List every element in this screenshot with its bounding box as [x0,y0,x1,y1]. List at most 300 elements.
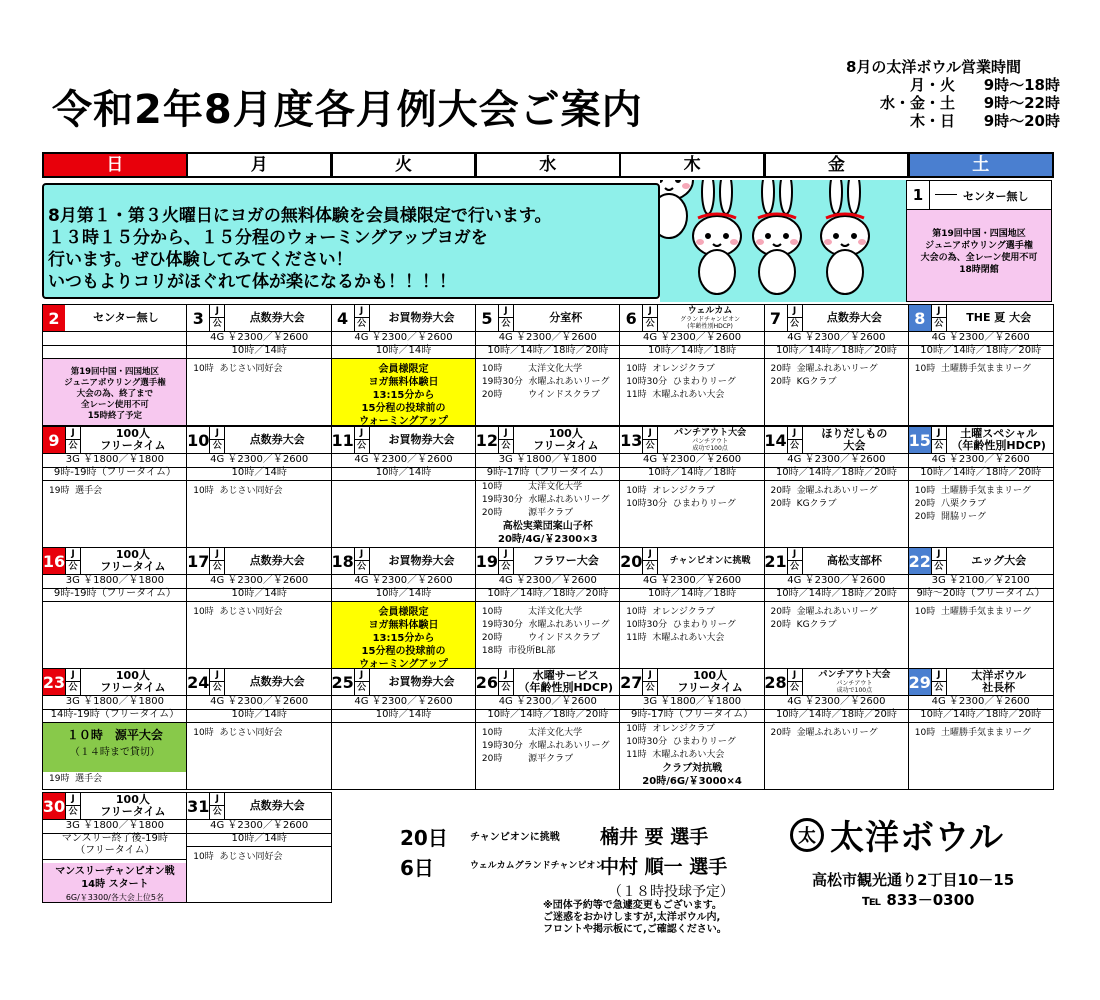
day-number: 12 [475,430,499,450]
event-title: フラワー大会 [532,554,599,567]
game-price: 4G ￥2300／￥2600 [909,695,1053,710]
challenge-note: （１８時投球予定） [608,884,734,900]
j-mark: J [66,427,80,440]
game-price: 3G ￥1800／￥1800 [620,695,764,710]
day-cell [619,547,765,669]
day-cell [475,547,621,669]
schedule-line: 10時30分 ひまわりリーグ [626,737,736,747]
green-sub: （１４時まで貸切） [69,747,160,758]
schedule [765,602,909,668]
day-event [225,548,329,574]
hours-days: 水・金・土 [879,94,955,112]
day-event [658,305,762,331]
ko-mark: 公 [68,683,78,693]
schedule [187,723,331,789]
schedule-line: 10時30分 ひまわりリーグ [626,620,736,630]
day-cell [42,668,188,790]
schedule-line: 11時 木曜ふれあい大会 [626,750,725,760]
schedule-line: 10時 土曜勝手気ままリーグ [914,728,1031,738]
ko-mark: 公 [68,807,78,817]
event-title: 点数券大会 [249,675,305,688]
schedule-line: 19時 選手会 [49,486,103,496]
j-mark: J [643,669,657,682]
j-mark: J [66,669,80,682]
day-cell [331,668,477,790]
ko-mark: 公 [501,441,511,451]
day-event [225,305,329,331]
hours-time: 9時～18時 [983,76,1060,94]
day-event [225,427,329,453]
schedule [187,481,331,547]
event-title: 水曜サービス [532,669,599,682]
j-ko-marker [787,548,803,574]
day-number: 17 [187,551,210,571]
day-number: 11 [331,430,354,450]
day-event [81,427,185,453]
ko-mark: 公 [212,441,222,451]
schedule-line: 20時 ウインドスクラブ [481,390,600,400]
schedule-line: 20時 KGクラブ [770,377,837,387]
event-note: パンチアウト [836,680,873,687]
start-times: 10時／14時 [332,345,476,359]
genpei-tournament-box [43,723,187,772]
j-mark: J [355,669,369,682]
game-price [43,331,187,346]
day-event [658,669,762,695]
j-mark: J [355,427,369,440]
event-title: エッグ大会 [971,554,1027,567]
ko-mark: 公 [645,319,655,329]
j-mark: J [210,427,224,440]
day-number: 21 [764,551,787,571]
game-price: 4G ￥2300／￥2600 [909,331,1053,346]
game-price: 4G ￥2300／￥2600 [187,695,331,710]
schedule [476,359,620,425]
schedule [187,602,331,668]
note-line: ジュニアボウリング選手権 [925,241,1033,251]
notice-line: ジュニアボウリング選手権 [64,378,166,388]
game-price: 4G ￥2300／￥2600 [620,453,764,468]
schedule [765,723,909,789]
day-cell [475,304,621,426]
schedule [765,481,909,547]
schedule-line: 10時 オレンジクラブ [626,364,715,374]
day-number: 26 [475,672,499,692]
schedule-line: 10時 オレンジクラブ [626,724,715,734]
day-number: 15 [909,427,931,453]
schedule-line: 19時30分 水曜ふれあいリーグ [481,377,610,387]
day-event [947,669,1051,695]
start-times: 10時／14時 [332,588,476,602]
notice-line: 13:15分から [372,633,435,644]
ko-mark: 公 [68,441,78,451]
event-title: 100人 [693,669,728,682]
ko-mark: 公 [645,683,655,693]
schedule-line: 20時 八栗クラブ [914,499,986,509]
day-cell [619,304,765,426]
start-times: 10時／14時 [187,833,331,847]
schedule [909,723,1053,789]
start-times: 9時-17時（フリータイム） [620,709,764,723]
schedule-line: 10時30分 ひまわりリーグ [626,499,736,509]
day-event [947,305,1051,331]
schedule [909,359,1053,425]
day-cell [186,792,332,903]
j-ko-marker [354,427,370,453]
note-line: 大会の為、全レーン使用不可 [920,253,1038,263]
j-ko-marker [642,669,658,695]
event-title: 点数券大会 [249,311,305,324]
schedule-line: 10時 太洋文化大学 [481,364,583,374]
day-event [370,669,474,695]
start-times: 10時／14時／18時 [620,467,764,481]
j-mark: J [210,305,224,318]
start-times: 10時／14時 [187,588,331,602]
schedule-line: 11時 木曜ふれあい大会 [626,633,725,643]
event-title: センター無し [93,311,159,324]
start-times-2: （フリータイム） [75,845,155,856]
start-times: 9時-17時（フリータイム） [476,467,620,481]
day-number: 7 [769,308,782,328]
j-mark: J [932,548,946,561]
ko-mark: 公 [789,441,799,451]
hours-days: 月・火 [909,76,955,94]
notice-line: ウォーミングアップ [359,659,448,669]
notice-line: マンスリーチャンピオン戦 [55,866,175,877]
day-cell [331,426,477,548]
day-event [370,305,474,331]
event-title: 点数券大会 [249,433,305,446]
ko-mark: 公 [212,319,222,329]
game-price: 4G ￥2300／￥2600 [620,331,764,346]
business-hours [840,58,1060,130]
day-cell [42,426,188,548]
event-title: 土曜スペシャル [960,427,1038,440]
weekday-4: 木 [619,152,765,178]
day-cell [908,547,1054,669]
event-title: パンチアウト大会 [818,670,891,680]
event-note: (年齢性別HDCP) [687,323,733,330]
ko-mark: 公 [789,683,799,693]
day-number: 4 [337,308,349,328]
j-ko-marker [642,305,658,331]
special-event: 20時/4G/￥2300×3 [498,534,598,545]
monthly-champion-box [43,863,187,902]
special-event: 20時/6G/￥3000×4 [642,776,742,787]
schedule [765,359,909,425]
day-cell-1 [906,180,1052,302]
start-times: 10時／14時 [187,467,331,481]
day-cell [186,668,332,790]
ko-mark: 公 [212,562,222,572]
start-times: 10時／14時 [187,345,331,359]
day-number: 30 [43,793,65,819]
j-ko-marker [787,427,803,453]
game-price: 4G ￥2300／￥2600 [332,695,476,710]
schedule-line: 20時 ウインドスクラブ [481,633,600,643]
schedule-line: 10時 あじさい同好会 [193,728,283,738]
game-price: 4G ￥2300／￥2600 [765,574,909,589]
start-times: 10時／14時 [332,467,476,481]
notice-line: 15時終了予定 [87,411,143,421]
schedule-line: 20時 金曜ふれあいリーグ [770,728,878,738]
game-price: 4G ￥2300／￥2600 [476,695,620,710]
j-mark: J [355,305,369,318]
j-ko-marker [354,669,370,695]
j-ko-marker [931,427,947,453]
challenge-day: 20日 [400,826,448,850]
game-price: 4G ￥2300／￥2600 [765,331,909,346]
j-mark: J [355,548,369,561]
schedule [909,481,1053,547]
j-ko-marker [498,669,514,695]
banner-line: いつもよりコリがほぐれて体が楽になるかも！！！！ [48,272,456,292]
event-title: チャンピオンに挑戦 [669,556,751,566]
event-title: ほりだしもの [821,427,888,440]
start-times: 10時／14時／18時／20時 [476,709,620,723]
j-ko-marker [931,305,947,331]
day-event [803,548,907,574]
schedule-line: 19時30分 水曜ふれあいリーグ [481,495,610,505]
day-event [947,548,1051,574]
day-cell [42,792,188,903]
j-ko-marker [931,669,947,695]
ko-mark: 公 [934,683,944,693]
event-title: THE 夏 大会 [966,311,1032,324]
ko-mark: 公 [212,807,222,817]
day-cell [475,426,621,548]
page-title: 令和2年8月度各月例大会ご案内 [52,87,643,133]
schedule-line: 10時 土曜勝手気ままリーグ [914,364,1031,374]
day-event [803,305,907,331]
start-times: 10時／14時／18時／20時 [909,345,1053,359]
notice-line: 会員様限定 [378,607,429,618]
day-number: 9 [43,427,65,453]
weekday-0: 日 [42,152,188,178]
day-event: センター無し [963,190,1029,203]
schedule-line: 18時 市役所BL部 [481,646,556,656]
j-ko-marker [65,548,81,574]
day-number: 20 [620,551,643,571]
special-event: クラブ対抗戦 [662,763,723,774]
event-subtitle: フリータイム [100,560,166,573]
j-mark: J [643,548,657,561]
schedule-line: 10時 あじさい同好会 [193,852,283,862]
event-note: パンチアウト [692,438,729,445]
notice-line: 第19回中国・四国地区 [70,367,160,377]
schedule-line: 20時 KGクラブ [770,499,837,509]
challenge-name: 楠井 要 選手 [600,826,709,848]
j-ko-marker [642,427,658,453]
schedule-line: 20時 KGクラブ [770,620,837,630]
game-price: 4G ￥2300／￥2600 [332,453,476,468]
day-cell [764,304,910,426]
day-cell [186,547,332,669]
schedule-line: 20時 源平クラブ [481,508,574,518]
day-cell [764,547,910,669]
notice-line: 15分程の投球前の [361,403,446,414]
day-number: 14 [764,430,787,450]
schedule-line: 10時 土曜勝手気ままリーグ [914,607,1031,617]
note-line: 18時閉館 [959,265,999,275]
j-mark: J [499,669,513,682]
bunny-illustration [660,180,906,302]
start-times [43,345,187,359]
day-number: 2 [43,305,65,331]
start-times: 10時／14時／18時 [620,588,764,602]
day-number: 19 [475,551,499,571]
day-cell [42,304,188,426]
event-title: お買物券大会 [388,311,455,324]
event-title: 点数券大会 [826,311,882,324]
j-ko-marker [498,305,514,331]
event-subtitle: フリータイム [533,439,599,452]
banner-line: 行います。ぜひ体験してみてください！ [48,250,353,270]
day-number: 27 [620,672,643,692]
event-subtitle: （年齢性別HDCP) [518,681,614,694]
schedule [332,723,476,789]
start-times: 10時／14時／18時／20時 [765,709,909,723]
day-event [947,427,1051,453]
notice-line: 全レーン使用不可 [80,400,149,410]
hours-time: 9時～22時 [983,94,1060,112]
telephone: ℡ 833－0300 [862,891,975,909]
day-event [370,548,474,574]
game-price: 4G ￥2300／￥2600 [765,453,909,468]
game-price: 4G ￥2300／￥2600 [187,331,331,346]
j-ko-marker [209,305,225,331]
j-ko-marker [931,548,947,574]
event-title: お買物券大会 [388,433,455,446]
game-price: 3G ￥1800／￥1800 [43,695,187,710]
day-number: 22 [909,548,931,574]
weekday-3: 水 [475,152,621,178]
day-number: 13 [620,430,643,450]
day-cell [619,668,765,790]
notice-line: ヨガ無料体験日 [368,377,439,388]
schedule-line: 20時 金曜ふれあいリーグ [770,486,878,496]
game-price: 4G ￥2300／￥2600 [620,574,764,589]
event-title: パンチアウト大会 [674,428,747,438]
j-mark: J [932,669,946,682]
ko-mark: 公 [501,319,511,329]
day-event [514,427,618,453]
schedule-line: 10時30分 ひまわりリーグ [626,377,736,387]
j-mark: J [932,427,946,440]
weekday-6: 土 [908,152,1054,178]
day-event [81,548,185,574]
ko-mark: 公 [357,562,367,572]
yoga-notice-box [332,359,476,425]
ko-mark: 公 [357,441,367,451]
j-mark: J [643,305,657,318]
schedule-line: 19時30分 水曜ふれあいリーグ [481,620,610,630]
event-title: お買物券大会 [388,554,455,567]
banner-line: 8月第１・第３火曜日にヨガの無料体験を会員様限定で行います。 [48,206,552,226]
start-times: 9時-19時（フリータイム） [43,467,187,481]
start-times: 10時／14時 [187,709,331,723]
ko-mark: 公 [357,683,367,693]
start-times: 10時／14時／18時 [620,345,764,359]
game-price: 4G ￥2300／￥2600 [187,574,331,589]
event-title: 高松支部杯 [826,554,882,567]
schedule [476,602,620,668]
event-note: 成功で100点 [836,687,873,694]
hours-time: 9時～20時 [983,112,1060,130]
game-price: 3G ￥1800／￥1800 [43,819,187,834]
event-subtitle: 大会 [843,439,866,452]
address: 高松市観光通り2丁目10－15 [812,871,1015,889]
event-title: 点数券大会 [249,554,305,567]
notice-line: ウォーミングアップ [359,416,448,426]
j-ko-marker [498,427,514,453]
day-number: 25 [331,672,354,692]
j-ko-marker [642,548,658,574]
schedule [620,602,764,668]
schedule [909,602,1053,668]
day-number: 8 [909,305,931,331]
game-price: 4G ￥2300／￥2600 [476,574,620,589]
schedule [43,602,187,668]
start-times: 10時／14時／18時／20時 [476,588,620,602]
notice-line: 大会の為、終了まで [76,389,154,399]
game-price: 4G ￥2300／￥2600 [765,695,909,710]
schedule-line: 10時 あじさい同好会 [193,364,283,374]
start-times: マンスリー終了後-19時 （フリータイム） [43,833,187,860]
day-event [225,669,329,695]
game-price: 4G ￥2300／￥2600 [332,574,476,589]
schedule [620,359,764,425]
note-line: ※団体予約等で急遽変更もございます。 [543,900,722,911]
day-cell [331,304,477,426]
day-cell [619,426,765,548]
schedule-line: 10時 あじさい同好会 [193,486,283,496]
challenge-day: 6日 [400,856,434,880]
schedule [620,723,764,789]
game-price: 3G ￥1800／￥1800 [43,453,187,468]
j-ko-marker [498,548,514,574]
day-note [907,209,1051,301]
day-event [514,548,618,574]
day-number: 6 [625,308,637,328]
weekday-5: 金 [764,152,910,178]
event-title: ウェルカム [687,306,733,316]
note-line: 第19回中国・四国地区 [932,229,1026,239]
day-number: 16 [43,548,65,574]
day-cell [764,668,910,790]
j-ko-marker [209,669,225,695]
j-ko-marker [65,793,81,819]
day-event [81,669,185,695]
notice-line: 会員様限定 [378,364,429,375]
day-event [514,305,618,331]
ko-mark: 公 [501,562,511,572]
day-number: 24 [187,672,210,692]
yoga-notice-box [332,602,476,668]
event-title: 100人 [115,669,150,682]
schedule-line: 20時 源平クラブ [481,754,574,764]
ko-mark: 公 [212,683,222,693]
schedule-line: 11時 木曜ふれあい大会 [626,390,725,400]
j-mark: J [499,427,513,440]
green-main: １０時 源平大会 [66,728,163,742]
day-cell [42,547,188,669]
day-cell [908,426,1054,548]
ko-mark: 公 [789,562,799,572]
j-ko-marker [65,669,81,695]
start-times: 9時～20時（フリータイム） [909,588,1053,602]
schedule-line: 10時 オレンジクラブ [626,607,715,617]
